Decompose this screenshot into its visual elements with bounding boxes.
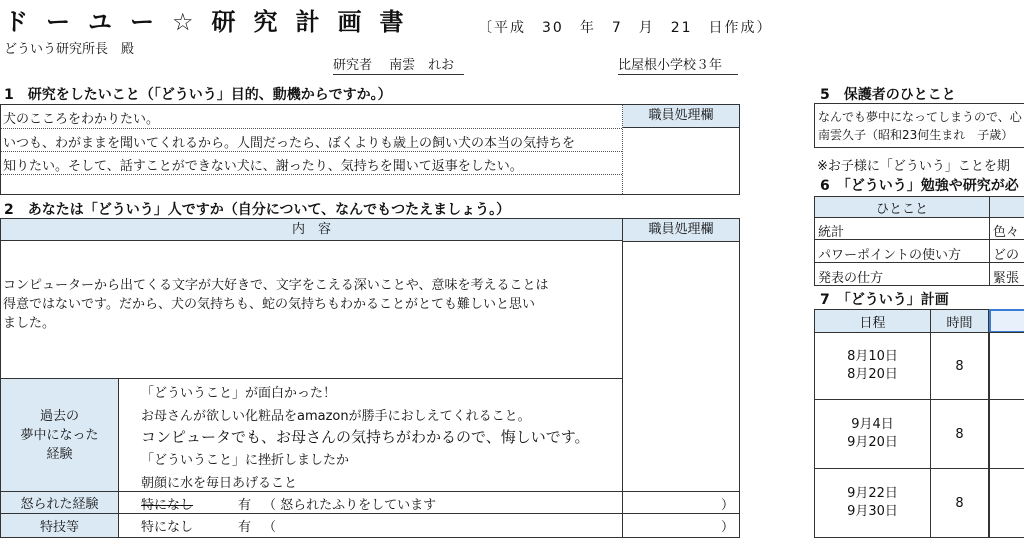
study-item-value-2[interactable]: どの [989, 239, 1024, 263]
selected-cell[interactable] [989, 309, 1024, 333]
school-name: 比屋根小学校３年 [618, 54, 738, 75]
special-yes-option[interactable]: 有 [238, 520, 252, 535]
section1-box [0, 104, 740, 195]
schedule-col-time: 時間 [930, 309, 989, 333]
study-item-label-1: 統計 [814, 217, 990, 240]
past-item-1[interactable]: 「どういうこと」が面白かった！ [141, 386, 337, 401]
section1-line-2[interactable]: いつも、わがままを聞いてくれるから。人間だったら、ぼくよりも歳上の飼い犬の本当の気持ちを [3, 136, 576, 151]
schedule-row-2-date[interactable]: 9月4日 9月20日 [814, 399, 931, 469]
angry-yes-option[interactable]: 有 [238, 498, 252, 513]
schedule-row-3-hours[interactable]: 8 [930, 468, 989, 538]
angry-close-paren: ） [721, 498, 735, 513]
section6-heading: 6 「どういう」勉強や研究が必 [820, 178, 1019, 194]
guardian-signature[interactable]: 南雲久子（昭和23何生まれ 子歳） [818, 128, 1014, 142]
angry-detail[interactable]: （ 怒られたふりをしています [263, 498, 437, 513]
section5-note: ※お子様に「どういう」ことを期 [817, 159, 1010, 174]
section5-box [814, 103, 1024, 148]
addressee: どういう研究所長 殿 [4, 42, 135, 57]
schedule-row-3-date[interactable]: 9月22日 9月30日 [814, 468, 931, 538]
section2-content[interactable] [3, 276, 548, 333]
angry-none-option[interactable]: 特になし [141, 498, 194, 513]
past-item-5[interactable]: 朝顔に水を毎日あげること [141, 476, 298, 491]
study-item-value-1[interactable]: 色々 [989, 217, 1024, 240]
study-item-label-3: 発表の仕方 [814, 262, 990, 286]
section5-heading: 5 保護者のひとこと [820, 87, 956, 103]
section7-heading: 7 「どういう」計画 [820, 292, 949, 308]
special-close-paren: ） [721, 520, 735, 535]
section1-staff-label: 職員処理欄 [623, 105, 739, 128]
angry-experience-label: 怒られた経験 [1, 491, 119, 513]
schedule-row-2-hours[interactable]: 8 [930, 399, 989, 469]
content-line-1: コンピューターから出てくる文字が大好きで、文字をこえる深いことや、意味を考えることは [3, 278, 549, 293]
section1-line-3[interactable]: 知りたい。そして、話すことができない犬に、謝ったり、気持ちを聞いて返事をしたい。 [3, 159, 523, 174]
past-item-4[interactable]: 「どういうこと」に挫折しましたか [141, 453, 350, 468]
section2-heading: 2 あなたは「どういう」人ですか（自分について、なんでもつたえましょう。） [4, 202, 511, 218]
past-item-3[interactable]: コンピュータでも、お母さんの気持ちがわかるので、悔しいです。 [141, 428, 590, 446]
special-skill-label: 特技等 [1, 513, 119, 537]
special-open-paren: （ [263, 520, 277, 535]
special-none-option[interactable]: 特になし [141, 520, 194, 535]
section2-box [0, 218, 740, 538]
study-item-label-2: パワーポイントの使い方 [814, 239, 990, 263]
content-line-2: 得意ではないです。だから、犬の気持ちも、蛇の気持ちもわかることがとても難しいと思い [3, 297, 535, 312]
past-experience-label: 過去の 夢中になった 経験 [1, 378, 119, 491]
creation-date: 〔平成 30 年 7 月 21 日作成） [478, 20, 773, 36]
past-item-2[interactable]: お母さんが欲しい化粧品をamazonが勝手におしえてくれること。 [141, 409, 531, 424]
document-title: ドーユー☆研究計画書 [4, 8, 422, 36]
schedule-row-1-hours[interactable]: 8 [930, 332, 989, 400]
study-item-value-3[interactable]: 緊張 [989, 262, 1024, 286]
researcher-name: 研究者 南雲 れお [333, 54, 464, 75]
guardian-comment-line-1[interactable]: なんでも夢中になってしまうので、心 [818, 110, 1022, 124]
section6-col-header: ひとこと [814, 196, 990, 218]
section2-staff-label: 職員処理欄 [623, 219, 739, 242]
schedule-col-date: 日程 [814, 309, 931, 333]
schedule-row-1-date[interactable]: 8月10日 8月20日 [814, 332, 931, 400]
content-line-3: ました。 [3, 316, 56, 331]
section1-heading: 1 研究をしたいこと（「どういう」目的、動機からですか。） [4, 87, 392, 103]
section2-content-header: 内 容 [1, 219, 623, 241]
section1-line-1[interactable]: 犬のこころをわかりたい。 [3, 112, 160, 127]
